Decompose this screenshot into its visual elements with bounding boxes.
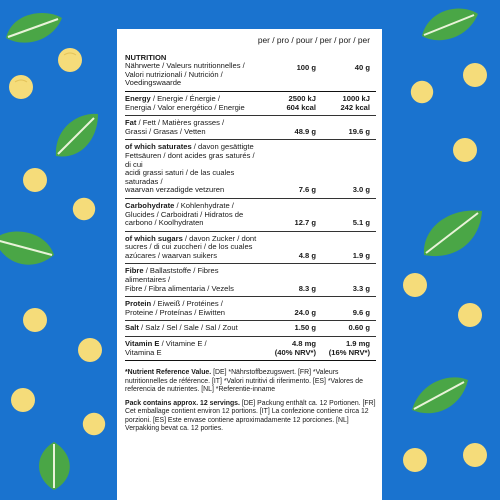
chickpea-icon [75,335,105,365]
leaf-icon [0,225,56,273]
row-label: Salt [125,323,139,333]
value-40g: 9.6 g [352,307,370,317]
row-label: Valori nutrizionali / Nutrición / Voedingswaarde [125,69,223,88]
servings-note [125,400,376,433]
value-40g: 19.6 g [348,126,370,136]
value-40g: 1.9 g [352,250,370,260]
nrv-note [125,369,376,394]
nutrition-row [125,264,376,297]
chickpea-icon [400,270,430,300]
nutrition-row [125,232,376,265]
row-label: Fat [125,118,137,128]
note-text: [DE] *Nährstoffbezugswert. [FR] *Valeurs nutritionnelles de référence. [IT] *Valori nutritivi di riferimento. [ES] *Valores de referencia de nutrientes. [NL] *Referentie-inname [125,369,363,393]
value-100g: 24.0 g [294,307,316,317]
row-label: Energia / Valor energético / Energie [125,102,245,112]
value-100g: 12.7 g [294,218,316,228]
row-label: azúcares / waarvan suikers [125,250,218,260]
row-label: waarvan verzadigde vetzuren [125,185,225,195]
value-40g: 242 kcal [340,102,370,112]
leaf-icon [30,440,78,492]
row-label: Vitamina E [125,347,162,357]
row-label: NUTRITION [125,52,167,62]
row-label: of which saturates [125,142,192,152]
per-header: per / pro / pour / per / por / per [257,35,370,45]
value-100g: 8.3 g [298,283,316,293]
value-100g: (40% NRV*) [274,347,316,357]
value-100g: 2500 kJ [288,93,316,103]
chickpea-icon [455,300,485,330]
chickpea-icon [400,445,430,475]
nutrition-row [125,140,376,199]
nutrition-row [125,92,376,116]
chickpea-icon [460,60,490,90]
chickpea-icon [20,165,50,195]
leaf-icon [410,370,470,420]
row-label: carbono / Koolhydraten [125,218,204,228]
value-40g: 5.1 g [352,218,370,228]
row-label: Fibre [125,266,144,276]
chickpea-icon [55,45,85,75]
leaf-icon [420,205,486,261]
nutrition-row [125,199,376,232]
note-text: Pack contains approx. 12 servings. [125,400,240,408]
chickpea-icon [80,410,108,438]
value-100g: 48.9 g [294,126,316,136]
value-40g: 0.60 g [348,323,370,333]
value-100g: 4.8 mg [291,339,316,349]
chickpea-icon [8,385,38,415]
leaf-icon [50,110,102,162]
row-label: Fettsäuren / dont acides gras saturés / di cui [125,150,255,169]
row-label: / Kohlenhydrate / [174,200,234,210]
nutrition-row [125,51,376,92]
chickpea-icon [408,78,436,106]
row-label: Vitamin E [125,339,160,349]
leaf-icon [420,2,480,46]
row-label: / davon gesättigte [191,142,254,152]
value-40g: 40 g [354,62,370,72]
row-label: Carbohydrate [125,200,175,210]
value-40g: 1.9 mg [345,339,370,349]
row-label: / Ballaststoffe / Fibres alimentaires / [125,266,219,285]
row-label: Fibre / Fibra alimentaria / Vezels [125,283,234,293]
nutrition-row [125,321,376,337]
row-label: acidi grassi saturi / de las cuales saturadas / [125,168,235,186]
nutrition-row [125,297,376,321]
chickpea-icon [70,195,98,223]
value-40g: 1000 kJ [342,93,370,103]
row-label: Energy [125,93,151,103]
chickpea-icon [450,135,480,165]
leaf-icon [2,8,64,48]
value-100g: 4.8 g [298,250,316,260]
value-100g: 100 g [296,62,316,72]
row-label: / Salz / Sel / Sale / Sal / Zout [138,323,238,333]
row-label: / Vitamine E / [159,339,207,349]
row-label: / Energie / Énergie / [150,93,220,103]
value-40g: (16% NRV*) [328,347,370,357]
value-40g: 3.3 g [352,283,370,293]
footnotes [125,361,376,433]
value-40g: 3.0 g [352,185,370,195]
note-text: *Nutrient Reference Value. [125,369,212,377]
row-label: Glucides / Carboidrati / Hidratos de [125,209,244,219]
row-label: sucres / di cui zuccheri / de los cuales [125,242,253,252]
row-label: / Eiweiß / Protéines / [151,299,223,309]
row-label: Proteine / Proteínas / Eiwitten [125,307,226,317]
nutrition-row [125,337,376,361]
row-label: / Fett / Matières grasses / [136,118,225,128]
chickpea-icon [6,72,36,102]
row-label: Nährwerte / Valeurs nutritionnelles / [125,61,245,71]
row-label: of which sugars [125,233,183,243]
nutrition-label [117,29,382,500]
nutrition-row [125,116,376,140]
value-100g: 1.50 g [294,323,316,333]
value-100g: 7.6 g [298,185,316,195]
value-100g: 604 kcal [286,102,316,112]
row-label: Protein [125,299,152,309]
row-label: Grassi / Grasas / Vetten [125,126,206,136]
chickpea-icon [20,305,50,335]
chickpea-icon [460,440,490,470]
row-label: / davon Zucker / dont [182,233,257,243]
note-text: [DE] Packung enthält ca. 12 Portionen. [FR] Cet emballage contient environ 12 portions. [IT] La confezione contiene circa 12 porzioni. [ES] Este envase contiene aproximadamente 12 porciones. [NL] Verpakking bevat ca. 12 porties. [125,400,376,432]
